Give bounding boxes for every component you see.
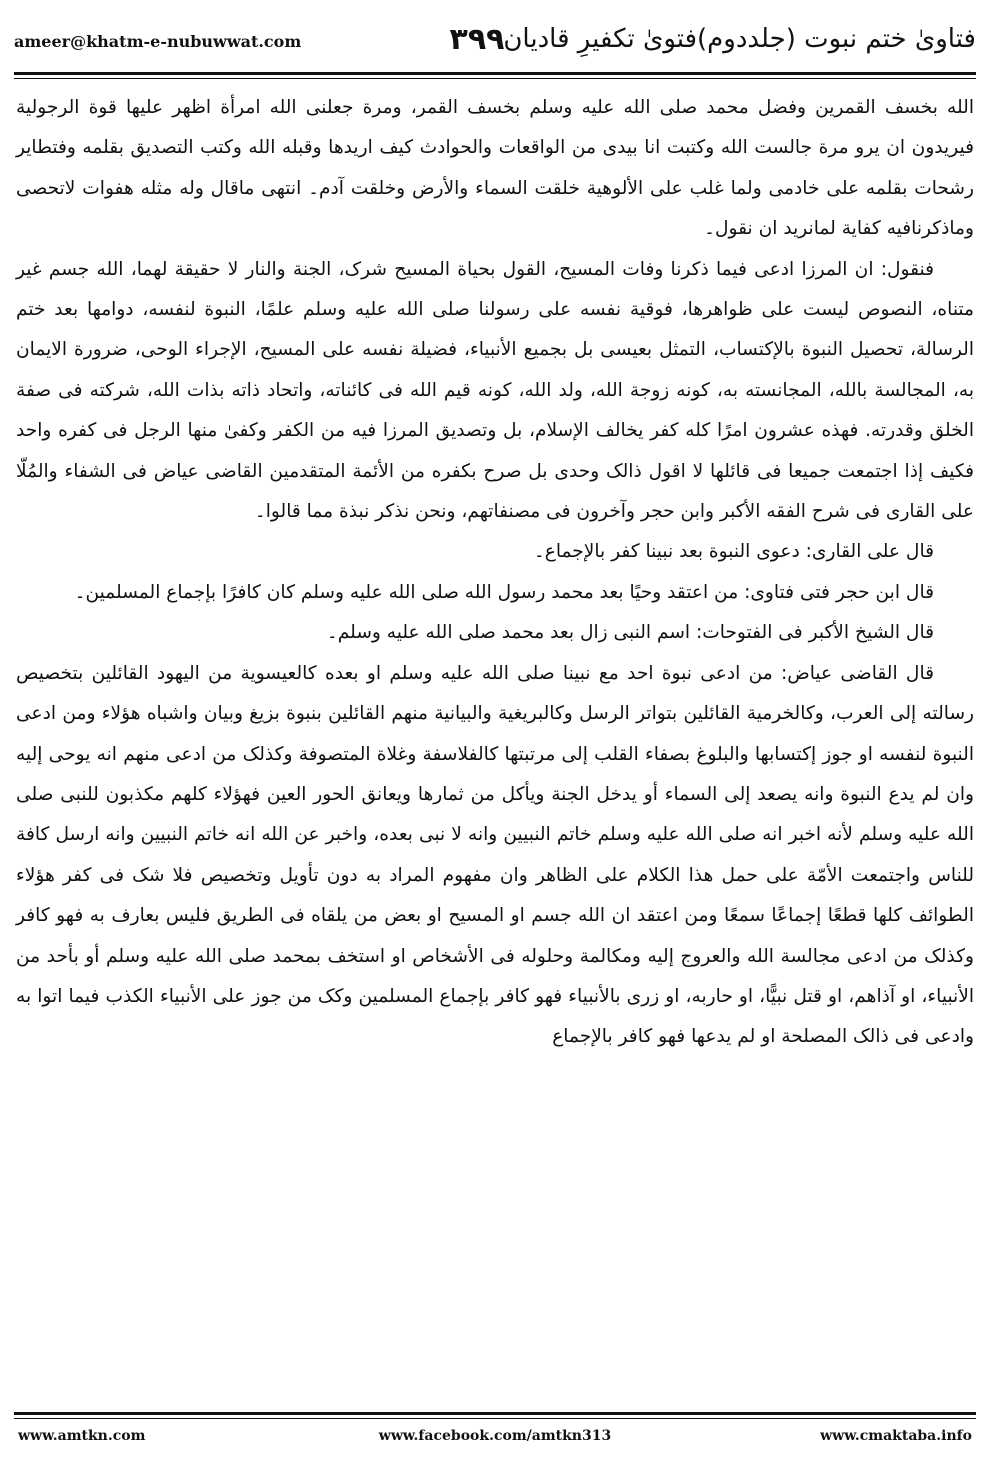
footer-link-amtkn[interactable]: www.amtkn.com: [18, 1428, 146, 1444]
book-title: فتاویٰ ختم نبوت (جلددوم)فتویٰ تکفیرِ قادیان: [503, 24, 976, 54]
body-text: [16, 88, 974, 1058]
paragraph: فنقول: ان المرزا ادعی فیما ذکرنا وفات المسیح، القول بحیاة المسیح شرک، الجنة والنار لا حقیقة لهما، الله جسم غیر متناه، النصوص لیست علی ظواهرها، فوقیة نفسه علی رسولنا صلی الله علیه وسلم علمًا، النبوة لنفسه، دوامها بعد ختم الرسالة، تحصیل النبوة بالإکتساب، التمثل بعیسی بل بجمیع الأنبیاء، فضیلة نفسه علی المسیح، الإجراء الوحی، ضرورة الایمان به، المجالسة بالله، المجانسته به، کونه زوجة الله، ولد الله، کونه قیم الله فی کائناته، واتحاد ذاته بذات الله، شرکته فی صفة الخلق وقدرته. فهذه عشرون امرًا کله کفر یخالف الإسلام، بل وتصدیق المرزا فیه من الکفر وکفیٰ منها الرجل فی کفره واحد فکیف إذا اجتمعت جمیعا فی قائلها لا اقول ذالک وحدی بل صرح بکفره من الأئمة المتقدمین القاضی عیاض فی الشفاء والمُلّا علی القاری فی شرح الفقه الأکبر وابن حجر وآخرون فی مصنفاتهم، ونحن نذکر نبذة مما قالوا۔: [16, 258, 974, 523]
paragraph: قال علی القاری: دعوی النبوة بعد نبینا کفر بالإجماع۔: [533, 541, 934, 563]
page-header: [14, 18, 976, 68]
footer-link-facebook[interactable]: www.facebook.com/amtkn313: [378, 1428, 612, 1444]
paragraph: الله بخسف القمرین وفضل محمد صلی الله علیه وسلم بخسف القمر، ومرة جعلنی الله امرأة اظهر علیها قوة الرجولیة فیریدون ان یرو مرة جالست الله وکتبت انا بیدی من الواقعات والحوادث کیف اریدها وقبله الله وکتب التصدیق بقلمه وفتطایر رشحات بقلمه علی خادمی ولما غلب علی الألوهیة خلقت السماء والأرض وخلقت آدم۔ انتهی ماقال وله مثله هفوات لاتحصی وماذکرنافیه کفایة لمانرید ان نقول۔: [16, 97, 974, 240]
paragraph: قال الشیخ الأکبر فی الفتوحات: اسم النبی زال بعد محمد صلی الله علیه وسلم۔: [326, 622, 934, 644]
paragraph: قال ابن حجر فتی فتاوی: من اعتقد وحیًا بعد محمد رسول الله صلی الله علیه وسلم کان کافرًا بإجماع المسلمین۔: [74, 581, 934, 603]
footer-rule-thin: [14, 1418, 976, 1419]
header-rule: [14, 72, 976, 75]
header-email[interactable]: ameer@khatm-e-nubuwwat.com: [14, 32, 302, 51]
page-number: ۳۹۹: [449, 22, 505, 57]
paragraph: قال القاضی عیاض: من ادعی نبوة احد مع نبینا صلی الله علیه وسلم او بعده کالعیسویة من الیهود القائلین بتخصیص رسالته إلی العرب، وکالخرمیة القائلین بتواتر الرسل وکالبریغیة والبیانیة منهم القائلین بنبوة بزیغ وبیان واشباه هؤلاء ومن ادعی النبوة لنفسه او جوز إکتسابها والبلوغ بصفاء القلب إلی مرتبتها کالفلاسفة وغلاة المتصوفة وکذلک من ادعی منهم انه یوحی إلیه وان لم یدع النبوة وانه یصعد إلی السماء أو یدخل الجنة ویأکل من ثمارها ویعانق الحور العین فهؤلاء کلهم مکذبون للنبی صلی الله علیه وسلم لأنه اخبر انه صلی الله علیه وسلم خاتم النبیین وانه لا نبی بعده، واخبر عن الله انه خاتم النبیین وانه ارسل کافة للناس واجتمعت الأمّة علی حمل هذا الکلام علی الظاهر وان مفهوم المراد به دون تأویل وتخصیص فلا شک فی کفر هؤلاء الطوائف کلها قطعًا إجماعًا سمعًا ومن اعتقد ان الله جسم او المسیح او بعض من یلقاه فی الطریق فلیس بعارف به فهو کافر وکذلک من ادعی مجالسة الله والعروج إلیه ومکالمة وحلوله فی الأشخاص او استخف بمحمد صلی الله علیه وسلم أو بأحد من الأنبیاء، او آذاهم، او قتل نبیًّا، او حاربه، او زری بالأنبیاء فهو کافر بإجماع المسلمین وکک من جوز علی الأنبیاء الکذب فیما اتوا به وادعی فی ذالک المصلحة او لم یدعها فهو کافر بالإجماع: [16, 662, 974, 1048]
footer-link-cmaktaba[interactable]: www.cmaktaba.info: [820, 1428, 972, 1444]
footer-rule: [14, 1412, 976, 1415]
header-rule-thin: [14, 78, 976, 79]
page-footer: [14, 1428, 976, 1448]
